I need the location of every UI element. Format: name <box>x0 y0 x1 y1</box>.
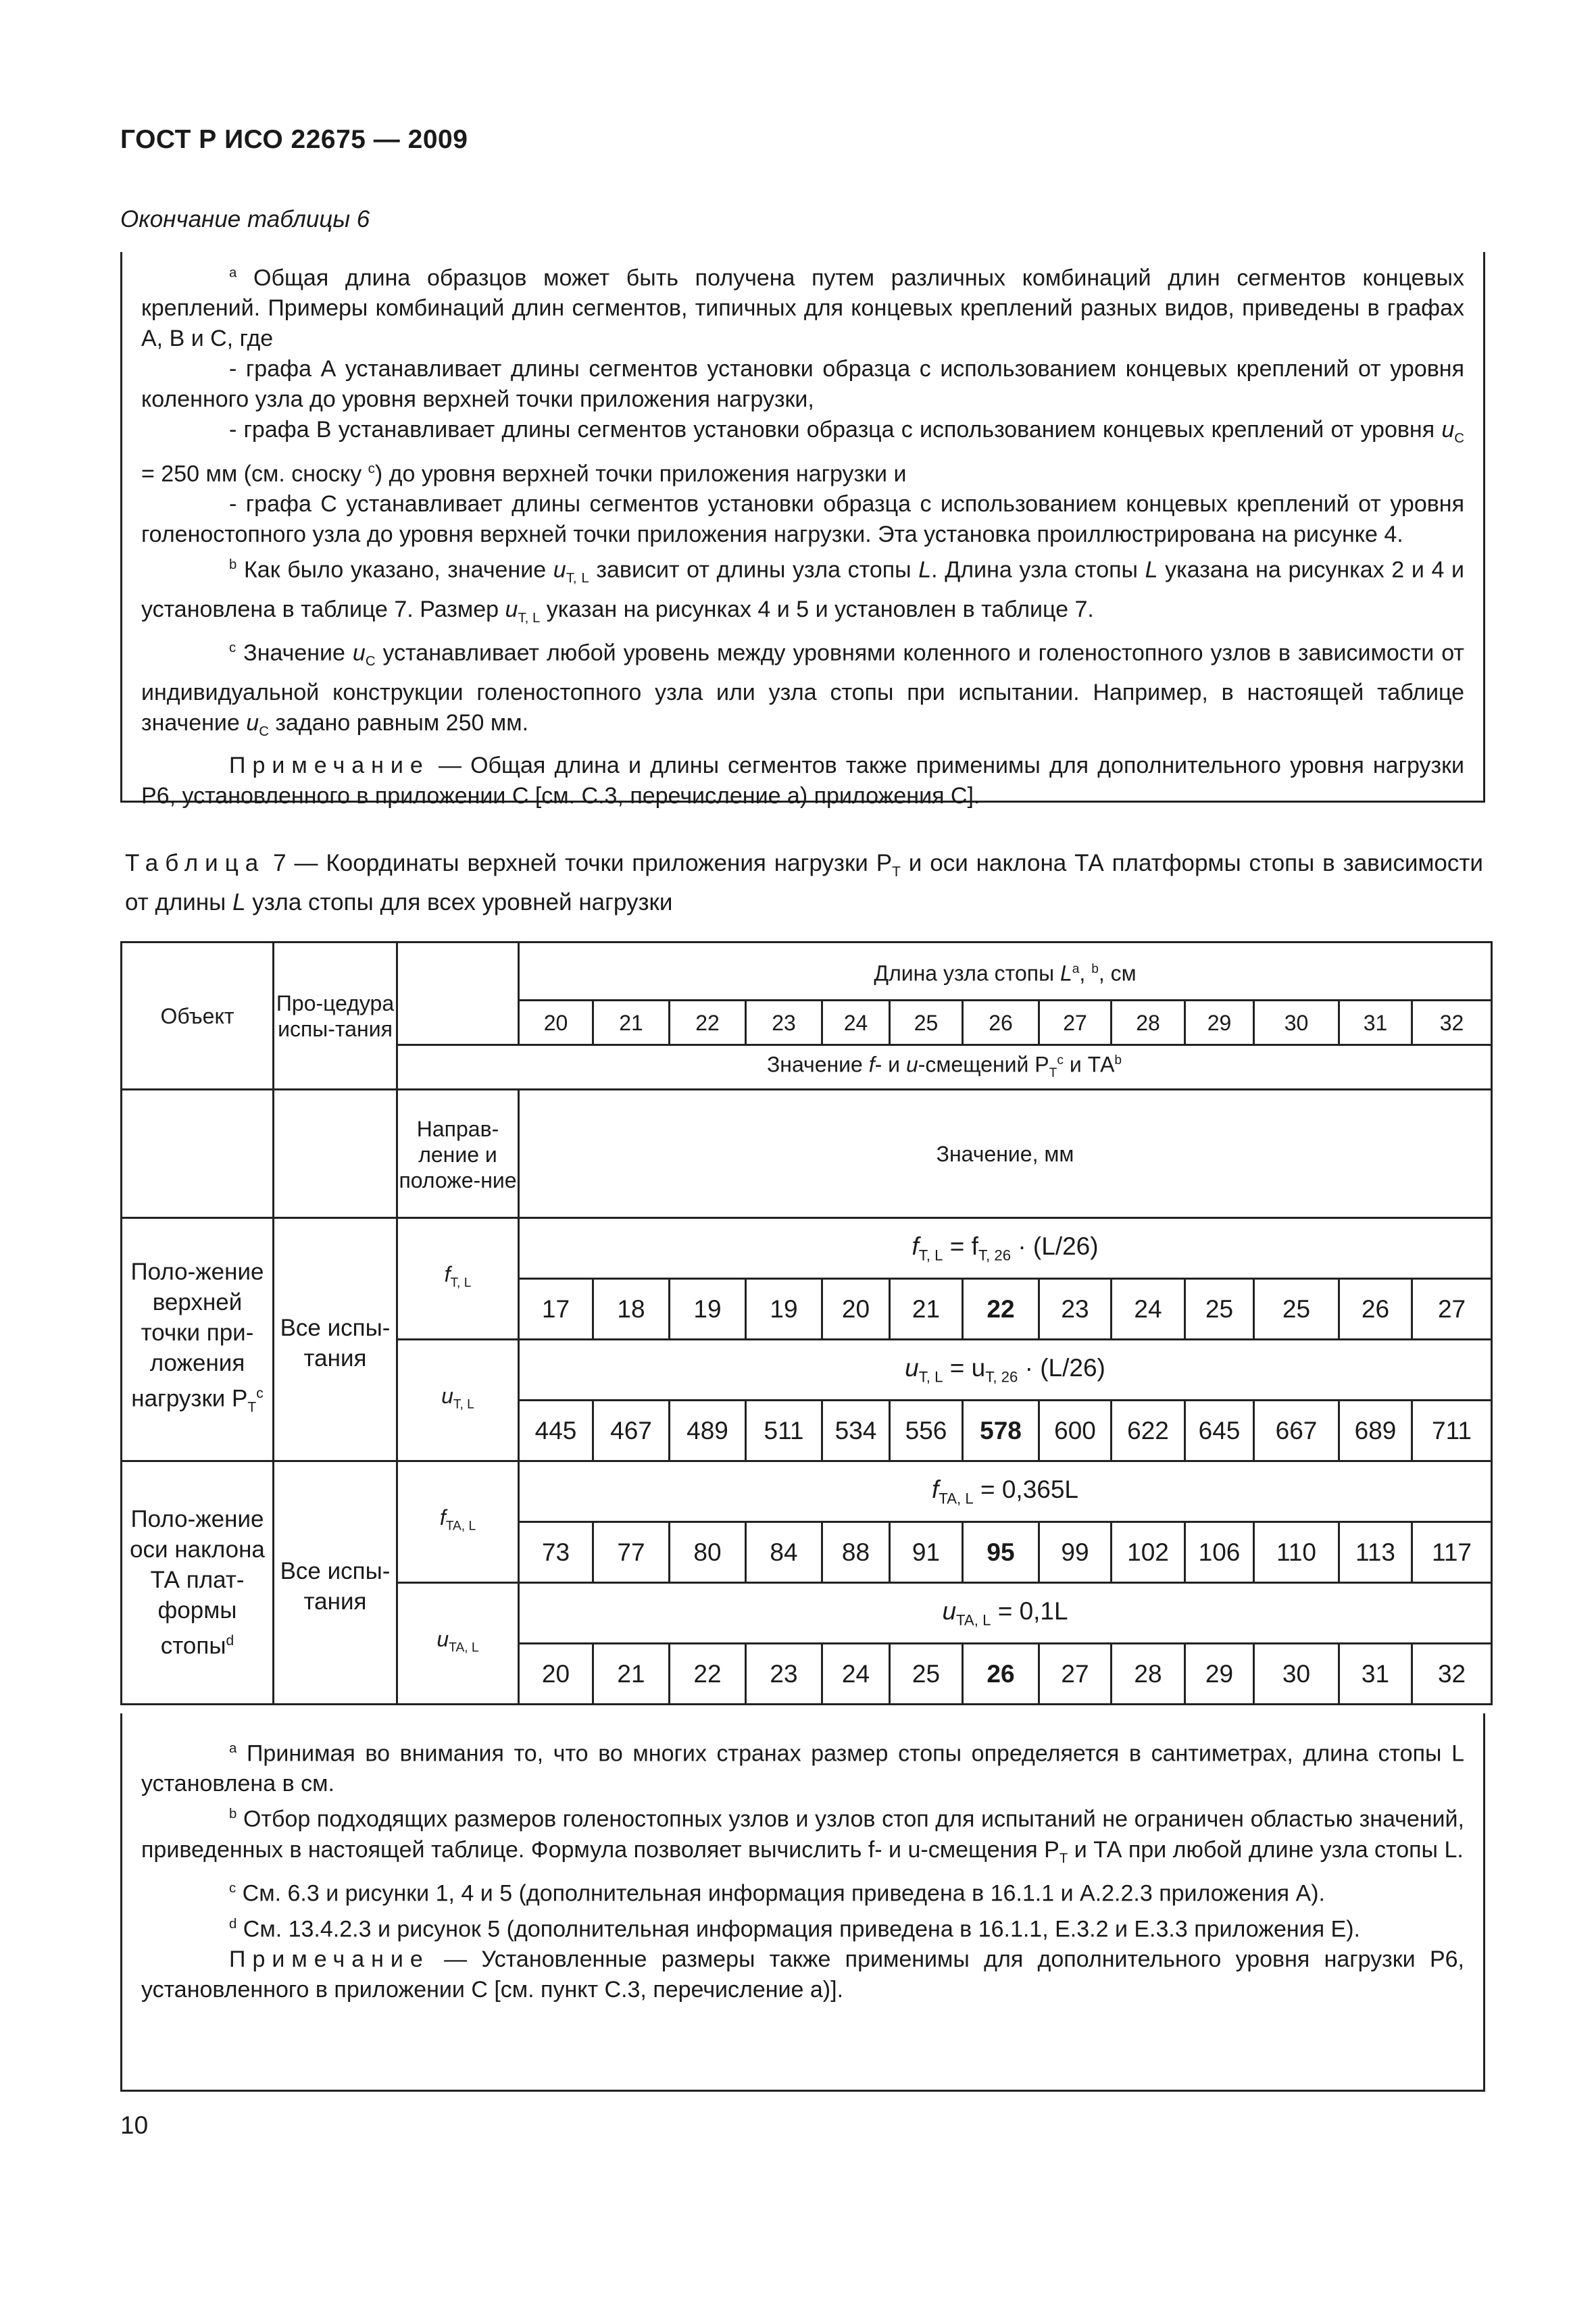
row-uT-cell: 645 <box>1185 1401 1254 1461</box>
table7-primechanie: Примечание — Установленные размеры также применимы для дополнительного уровня нагрузки Р6, установленного в приложении С [см. пункт С.3, перечисление а)]. <box>141 1946 1464 2003</box>
object-2-label: Поло-жение оси наклона ТА плат-формы стопы$^d$ <box>122 1461 274 1705</box>
table7 <box>120 941 1493 1705</box>
cell-empty-1 <box>122 1090 274 1218</box>
row-fT-cell: 19 <box>670 1279 746 1340</box>
procedure-2: Все испы-тания <box>274 1461 397 1705</box>
row-fT-cell: 19 <box>746 1279 822 1340</box>
row-uTA-cell: 23 <box>746 1644 822 1705</box>
header-foot-length: Длина узла стопы $L^a$, $^b$, см <box>519 942 1492 1001</box>
row-uTA-cell: 26 <box>963 1644 1039 1705</box>
table7-footnotes <box>122 1713 1483 2005</box>
lengths-row-cell: 23 <box>746 1001 822 1045</box>
page-number: 10 <box>120 2111 149 2139</box>
table7-caption: Таблица 7 — Координаты верхней точки приложения нагрузки $Р_T$ и оси наклона ТА платформы стопы в зависимости от длины L узла стопы для всех уровней нагрузки <box>125 850 1483 915</box>
row-uT-cell: 711 <box>1412 1401 1492 1461</box>
row-fTA-cell: 106 <box>1185 1522 1254 1583</box>
row-fTA-cell: 113 <box>1339 1522 1412 1583</box>
header-empty <box>397 942 519 1045</box>
row-fT-cell: 21 <box>890 1279 963 1340</box>
table-continuation-caption: Окончание таблицы 6 <box>120 206 370 232</box>
row-uTA-cell: 29 <box>1185 1644 1254 1705</box>
row-fT-cell: 17 <box>519 1279 593 1340</box>
header-direction: Направ-ление и положе-ние <box>397 1090 519 1218</box>
row-uTA-cell: 28 <box>1112 1644 1185 1705</box>
formula-fTA: $f_{TA, L} = 0,365L$ <box>519 1461 1492 1522</box>
row-uT-cell: 600 <box>1039 1401 1112 1461</box>
row-fTA-cell: 102 <box>1112 1522 1185 1583</box>
row-uTA-cell: 22 <box>670 1644 746 1705</box>
table7-footnotes-box <box>120 1713 1485 2092</box>
header-values: Значение f- и u-смещений $Р_T^c$ и $ТА^b$ <box>397 1045 1492 1090</box>
object-1-label: Поло-жение верхней точки при-ложения нагрузки $Р_T^c$ <box>122 1218 274 1461</box>
row-fTA-cell: 77 <box>593 1522 670 1583</box>
note-b: $^b$ Как было указано, значение $u_{T, L}$ зависит от длины узла стопы L. Длина узла стопы L указана на рисунках 2 и 4 и установлена в таблице 7. Размер $u_{T, L}$ указан на рисунках 4 и 5 и установлен в таблице 7. <box>141 557 1464 626</box>
row-uT-cell: 534 <box>822 1401 890 1461</box>
row-uT-cell: 511 <box>746 1401 822 1461</box>
header-object: Объект <box>122 942 274 1090</box>
row-uTA-cell: 25 <box>890 1644 963 1705</box>
row-fT-cell: 23 <box>1039 1279 1112 1340</box>
row-uT-cell: 489 <box>670 1401 746 1461</box>
fn-d: $^d$ См. 13.4.2.3 и рисунок 5 (дополнительная информация приведена в 16.1.1, Е.3.2 и Е.3.3 приложения Е). <box>229 1916 1360 1942</box>
param-uTA: $u_{TA, L}$ <box>397 1583 519 1705</box>
header-value-mm: Значение, мм <box>519 1090 1492 1218</box>
lengths-row-cell: 21 <box>593 1001 670 1045</box>
row-fTA-cell: 99 <box>1039 1522 1112 1583</box>
note-c: $^c$ Значение $u_C$ устанавливает любой уровень между уровнями коленного и голеностопного узлов в зависимости от индивидуальной конструкции голеностопного узла или узла стопы при испытании. Например, в настоящей таблице значение $u_C$ задано равным 250 мм. <box>141 640 1464 739</box>
note-a-para2: - графа А устанавливает длины сегментов установки образца с использованием концевых креплений от уровня коленного узла до уровня верхней точки приложения нагрузки, <box>141 356 1464 413</box>
fn-b: $^b$ Отбор подходящих размеров голеностопных узлов и узлов стоп для испытаний не ограничен областью значений, приведенных в настоящей таблице. Формула позволяет вычислить f- и u-смещения $Р_T$ и ТА при любой длине узла стопы L. <box>141 1806 1464 1866</box>
formula-uTA: $u_{TA, L} = 0,1L$ <box>519 1583 1492 1644</box>
row-uTA-cell: 30 <box>1254 1644 1339 1705</box>
param-fTA: $f_{TA, L}$ <box>397 1461 519 1583</box>
row-uT-cell: 445 <box>519 1401 593 1461</box>
procedure-1: Все испы-тания <box>274 1218 397 1461</box>
fn-c: $^c$ См. 6.3 и рисунки 1, 4 и 5 (дополнительная информация приведена в 16.1.1 и А.2.2.3 приложения А). <box>229 1880 1325 1907</box>
row-fT-cell: 25 <box>1254 1279 1339 1340</box>
document-title: ГОСТ Р ИСО 22675 — 2009 <box>120 125 468 154</box>
header-procedure: Про-цедура испы-тания <box>274 942 397 1090</box>
row-fTA-cell: 73 <box>519 1522 593 1583</box>
param-uT: $u_{T, L}$ <box>397 1340 519 1461</box>
lengths-row-cell: 20 <box>519 1001 593 1045</box>
row-fTA-cell: 110 <box>1254 1522 1339 1583</box>
lengths-row-cell: 22 <box>670 1001 746 1045</box>
row-fTA-cell: 91 <box>890 1522 963 1583</box>
row-uTA-cell: 32 <box>1412 1644 1492 1705</box>
lengths-row-cell: 27 <box>1039 1001 1112 1045</box>
param-fT: $f_{T, L}$ <box>397 1218 519 1340</box>
note-a-para4: - графа С устанавливает длины сегментов установки образца с использованием концевых креплений от уровня голеностопного узла до уровня верхней точки приложения нагрузки. Эта установка проиллюстрирована на рисунке 4. <box>141 491 1464 548</box>
note-a-para3: - графа В устанавливает длины сегментов установки образца с использованием концевых креплений от уровня $u_C = 250$ мм (см. сноску $^c$) до уровня верхней точки приложения нагрузки и <box>141 417 1464 487</box>
lengths-row-cell: 25 <box>890 1001 963 1045</box>
row-uTA-cell: 27 <box>1039 1644 1112 1705</box>
row-uT-cell: 689 <box>1339 1401 1412 1461</box>
row-uT-cell: 667 <box>1254 1401 1339 1461</box>
row-uTA-cell: 31 <box>1339 1644 1412 1705</box>
row-fTA-cell: 88 <box>822 1522 890 1583</box>
table6-notes <box>122 252 1483 811</box>
row-uT-cell: 622 <box>1112 1401 1185 1461</box>
row-fT-cell: 22 <box>963 1279 1039 1340</box>
lengths-row-cell: 32 <box>1412 1001 1492 1045</box>
note-a-para1: $^a$ Общая длина образцов может быть получена путем различных комбинаций длин сегментов концевых креплений. Примеры комбинаций длин сегментов, типичных для концевых креплений разных видов, приведены в графах А, В и С, где <box>141 265 1464 352</box>
row-fT-cell: 26 <box>1339 1279 1412 1340</box>
cell-empty-2 <box>274 1090 397 1218</box>
row-fT-cell: 25 <box>1185 1279 1254 1340</box>
row-fTA-cell: 84 <box>746 1522 822 1583</box>
row-fT-cell: 24 <box>1112 1279 1185 1340</box>
row-uTA-cell: 24 <box>822 1644 890 1705</box>
row-fTA-cell: 117 <box>1412 1522 1492 1583</box>
row-uTA-cell: 20 <box>519 1644 593 1705</box>
row-fTA-cell: 95 <box>963 1522 1039 1583</box>
table6-primechanie: Примечание — Общая длина и длины сегментов также применимы для дополнительного уровня нагрузки Р6, установленного в приложении С [см. С.3, перечисление а) приложения С]. <box>141 753 1464 809</box>
row-uT-cell: 578 <box>963 1401 1039 1461</box>
table6-notes-box <box>120 252 1485 809</box>
row-fT-cell: 18 <box>593 1279 670 1340</box>
fn-a: $^a$ Принимая во внимания то, что во многих странах размер стопы определяется в сантиметрах, длина стопы L установлена в см. <box>141 1740 1464 1797</box>
lengths-row-cell: 26 <box>963 1001 1039 1045</box>
row-uTA-cell: 21 <box>593 1644 670 1705</box>
lengths-row-cell: 31 <box>1339 1001 1412 1045</box>
lengths-row-cell: 29 <box>1185 1001 1254 1045</box>
row-fTA-cell: 80 <box>670 1522 746 1583</box>
row-uT-cell: 467 <box>593 1401 670 1461</box>
lengths-row-cell: 24 <box>822 1001 890 1045</box>
lengths-row-cell: 30 <box>1254 1001 1339 1045</box>
formula-uT: $u_{T, L} = u_{T, 26} \cdot (L/26)$ <box>519 1340 1492 1401</box>
row-fT-cell: 27 <box>1412 1279 1492 1340</box>
row-fT-cell: 20 <box>822 1279 890 1340</box>
lengths-row-cell: 28 <box>1112 1001 1185 1045</box>
table7-caption-word: Таблица <box>125 850 266 876</box>
formula-fT: $f_{T, L} = f_{T, 26} \cdot (L/26)$ <box>519 1218 1492 1279</box>
row-uT-cell: 556 <box>890 1401 963 1461</box>
